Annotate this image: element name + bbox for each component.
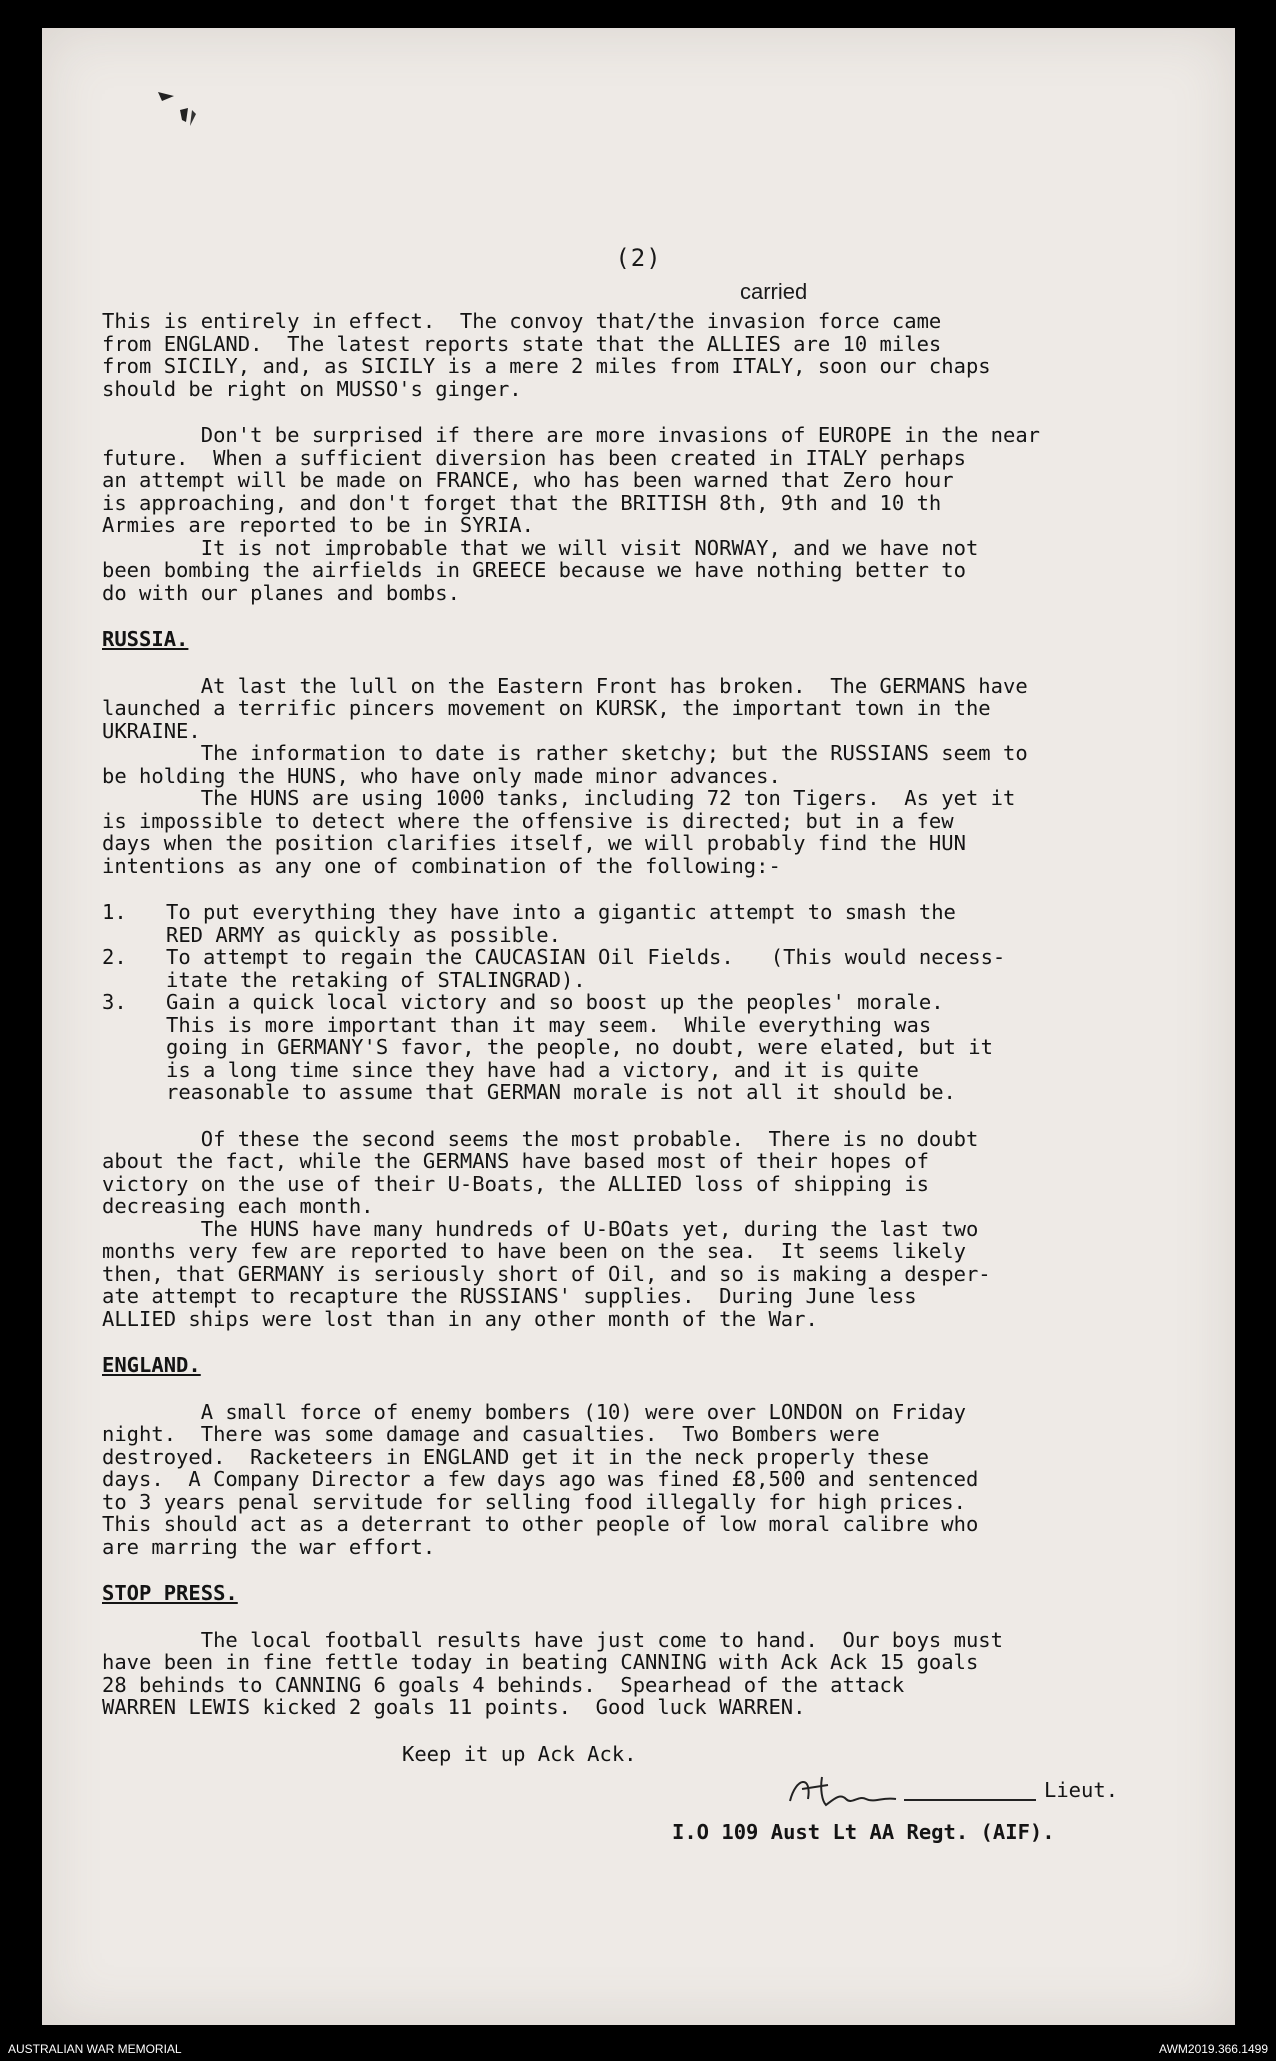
handwritten-insertion: carried xyxy=(740,279,808,304)
paragraph-europe: Don't be surprised if there are more invasions of EUROPE in the near future. When a sufficient diversion has been created in ITALY perhaps an attempt will be made on FRANCE, who has been warned that Zero hour is approaching, and don't forget that the BRITISH 8th, 9th and 10 th Armies are reported to be in SYRIA. It is not improbable that we will visit NORWAY, and we have not been bombing the airfields in GREECE because we have nothing better to do with our planes and bombs. xyxy=(102,423,1041,605)
paragraph-stop-press: The local football results have just come to hand. Our boys must have been in fine fettle today in beating CANNING with Ack Ack 15 goals 28 behinds to CANNING 6 goals 4 behinds. Spearhead of the attack WARREN LEWIS kicked 2 goals 11 points. Good luck WARREN. xyxy=(102,1627,1003,1719)
list-number: 3. xyxy=(102,990,127,1014)
list-text: To put everything they have into a gigantic attempt to smash the RED ARMY as quickly as possible. xyxy=(166,900,956,947)
list-item xyxy=(102,946,1182,991)
signature-line xyxy=(904,1799,1036,1801)
footer-institution: AUSTRALIAN WAR MEMORIAL xyxy=(8,2042,182,2056)
paragraph-russia-conclusion: Of these the second seems the most probable. There is no doubt about the fact, while the GERMANS have based most of their hopes of victory on the use of their U-Boats, the ALLIED loss of shipping is decreasing each month. The HUNS have many hundreds of U-BOats yet, during the last two months very few are reported to have been on the sea. It seems likely then, that GERMANY is seriously short of Oil, and so is making a desper- ate attempt to recapture the RUSSIANS' supplies. During June less ALLIED ships were lost than in any other month of the War. xyxy=(102,1126,991,1331)
signature-unit: I.O 109 Aust Lt AA Regt. (AIF). xyxy=(672,1820,1055,1844)
paragraph-england: A small force of enemy bombers (10) were over LONDON on Friday night. There was some damage and casualties. Two Bombers were destroyed. Racketeers in ENGLAND get it in the neck properly these days. A Company Director a few days ago was fined £8,500 and sentenced to 3 years penal servitude for selling food illegally for high prices. This should act as a deterrant to other people of low moral calibre who are marring the war effort. xyxy=(102,1399,979,1559)
list-item xyxy=(102,901,1182,946)
paragraph-russia: At last the lull on the Eastern Front has broken. The GERMANS have launched a terrific pincers movement on KURSK, the important town in the UKRAINE. The information to date is rather sketchy; but the RUSSIANS seem to be holding the HUNS, who have only made minor advances. The HUNS are using 1000 tanks, including 72 ton Tigers. As yet it is impossible to detect where the offensive is directed; but in a few days when the position clarifies itself, we will probably find the HUN intentions as any one of combination of the following:- xyxy=(102,673,1028,878)
list-number: 1. xyxy=(102,900,127,924)
archive-footer xyxy=(0,2038,1276,2061)
handwritten-signature xyxy=(782,1769,902,1813)
document-page xyxy=(42,28,1235,2025)
closing-line: Keep it up Ack Ack. xyxy=(402,1741,637,1766)
footer-reference: AWM2019.366.1499 xyxy=(1159,2042,1268,2056)
signature-rank: Lieut. xyxy=(1044,1778,1119,1802)
list-item xyxy=(102,991,1182,1104)
ink-mark xyxy=(122,74,242,144)
list-number: 2. xyxy=(102,945,127,969)
list-text: Gain a quick local victory and so boost up the peoples' morale. This is more important than it may seem. While everything was going in GERMANY'S favor, the people, no doubt, were elated, but it is a long time since they have had a victory, and it is quite reasonable to assume that GERMAN morale is not all it should be. xyxy=(166,990,993,1104)
paragraph-invasion: This is entirely in effect. The convoy that/the invasion force came from ENGLAND. The latest reports state that the ALLIES are 10 miles from SICILY, and, as SICILY is a mere 2 miles from ITALY, soon our chaps should be right on MUSSO's ginger. xyxy=(102,309,991,401)
letter-body xyxy=(102,310,1182,1885)
section-heading-england: ENGLAND. xyxy=(102,1353,201,1377)
page-number: (2) xyxy=(615,244,662,272)
section-heading-russia: RUSSIA. xyxy=(102,627,189,651)
signature-block xyxy=(102,1765,1182,1885)
list-text: To attempt to regain the CAUCASIAN Oil Fields. (This would necess- itate the retaking of STALINGRAD). xyxy=(166,945,1006,992)
section-heading-stop-press: STOP PRESS. xyxy=(102,1581,238,1605)
